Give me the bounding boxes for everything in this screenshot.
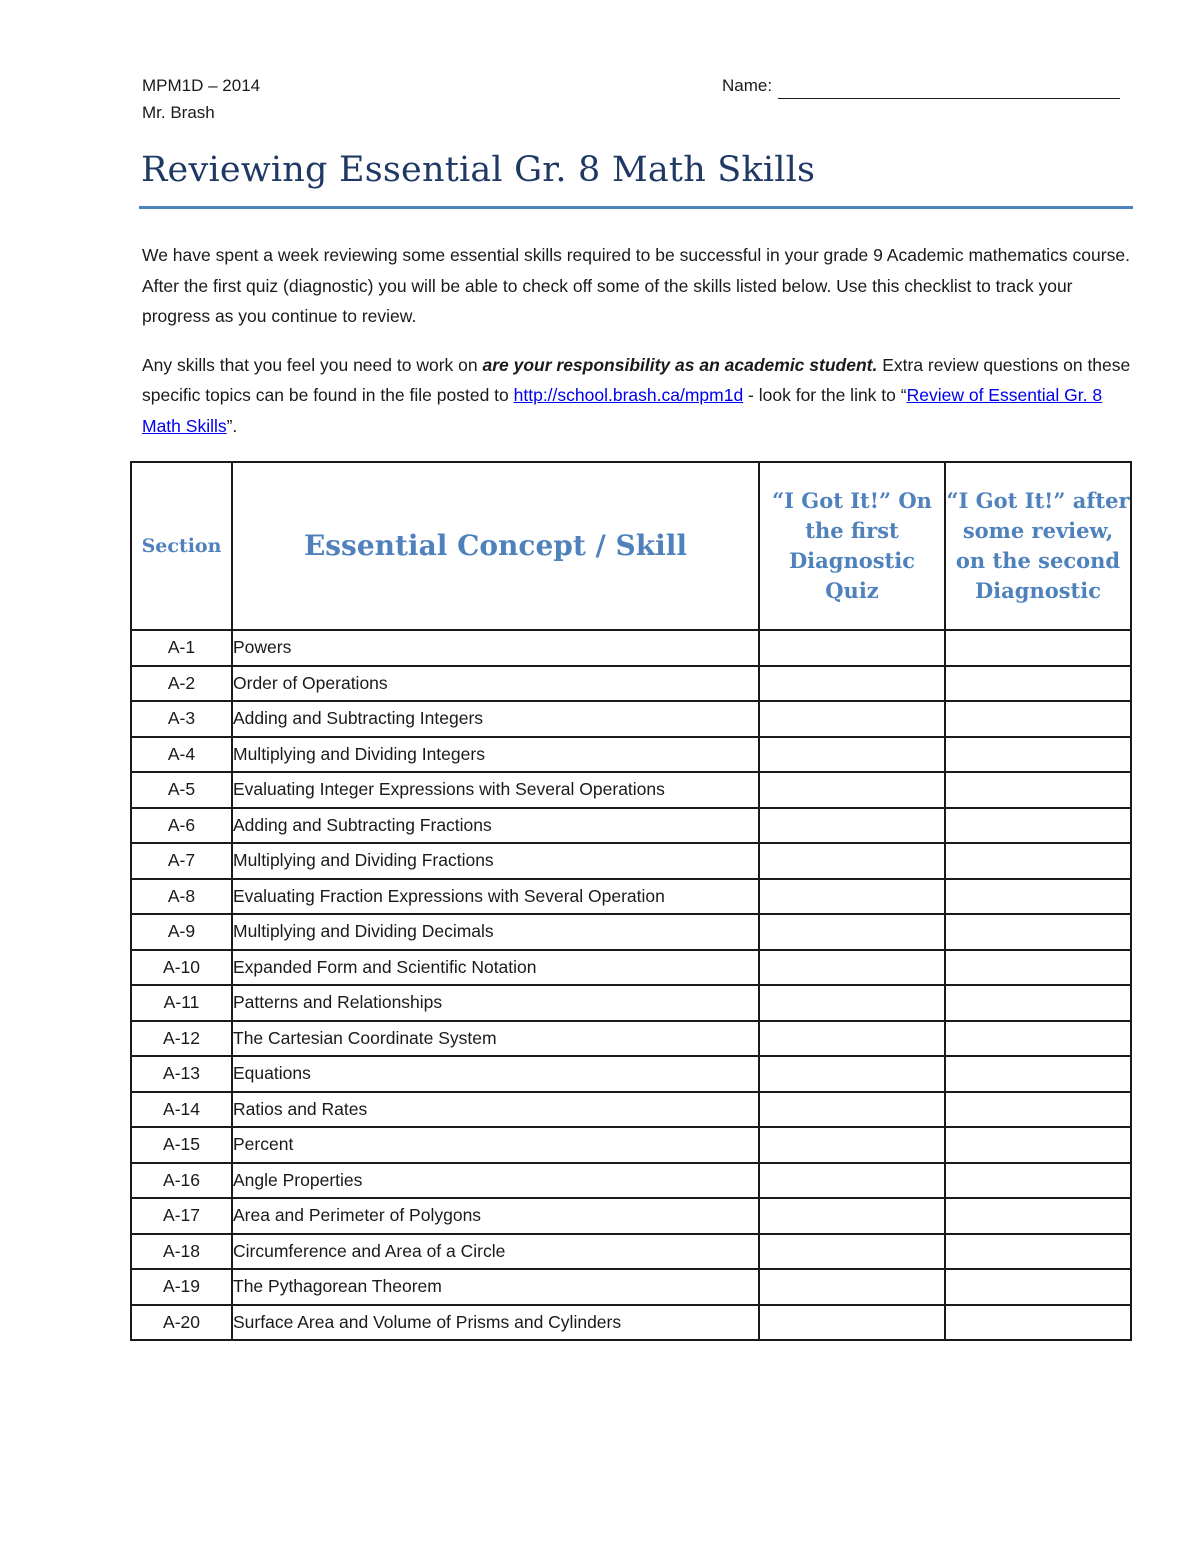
skill-name: Powers [232,630,759,666]
second-diagnostic-checkbox-cell[interactable] [945,1092,1131,1128]
skills-checklist-table [130,461,1132,1341]
first-diagnostic-checkbox-cell[interactable] [759,1305,945,1341]
skill-name: Surface Area and Volume of Prisms and Cylinders [232,1305,759,1341]
first-diagnostic-checkbox-cell[interactable] [759,808,945,844]
skill-name: Multiplying and Dividing Integers [232,737,759,773]
name-label: Name: [722,76,773,95]
first-diagnostic-checkbox-cell[interactable] [759,1092,945,1128]
first-diagnostic-checkbox-cell[interactable] [759,1021,945,1057]
table-row [131,1021,1131,1057]
second-diagnostic-checkbox-cell[interactable] [945,843,1131,879]
table-row [131,1092,1131,1128]
table-row [131,1269,1131,1305]
intro-p2-text-3: - look for the link to “ [743,385,907,405]
second-diagnostic-checkbox-cell[interactable] [945,1127,1131,1163]
name-field [722,72,1120,99]
skill-name: The Cartesian Coordinate System [232,1021,759,1057]
first-diagnostic-checkbox-cell[interactable] [759,1198,945,1234]
table-row [131,808,1131,844]
name-blank-line [778,78,1120,99]
section-code: A-14 [131,1092,232,1128]
first-diagnostic-checkbox-cell[interactable] [759,737,945,773]
second-diagnostic-checkbox-cell[interactable] [945,701,1131,737]
section-code: A-13 [131,1056,232,1092]
second-diagnostic-checkbox-cell[interactable] [945,1198,1131,1234]
table-row [131,737,1131,773]
header-left [142,72,260,126]
skill-name: Evaluating Fraction Expressions with Several Operation [232,879,759,915]
first-diagnostic-checkbox-cell[interactable] [759,701,945,737]
skill-name: Expanded Form and Scientific Notation [232,950,759,986]
second-diagnostic-checkbox-cell[interactable] [945,808,1131,844]
header-skill: Essential Concept / Skill [232,462,759,630]
header-second-diagnostic: “I Got It!” after some review, on the second Diagnostic [945,462,1131,630]
second-diagnostic-checkbox-cell[interactable] [945,1234,1131,1270]
table-row [131,1127,1131,1163]
first-diagnostic-checkbox-cell[interactable] [759,985,945,1021]
table-row [131,950,1131,986]
section-code: A-12 [131,1021,232,1057]
first-diagnostic-checkbox-cell[interactable] [759,666,945,702]
section-code: A-9 [131,914,232,950]
second-diagnostic-checkbox-cell[interactable] [945,737,1131,773]
second-diagnostic-checkbox-cell[interactable] [945,914,1131,950]
first-diagnostic-checkbox-cell[interactable] [759,1234,945,1270]
skill-name: Evaluating Integer Expressions with Several Operations [232,772,759,808]
section-code: A-5 [131,772,232,808]
table-row [131,1305,1131,1341]
section-code: A-1 [131,630,232,666]
section-code: A-3 [131,701,232,737]
first-diagnostic-checkbox-cell[interactable] [759,1163,945,1199]
skill-name: Adding and Subtracting Integers [232,701,759,737]
skill-name: Order of Operations [232,666,759,702]
skill-name: Ratios and Rates [232,1092,759,1128]
table-row [131,666,1131,702]
review-file-link[interactable]: Review of Essential Gr. 8 Math Skills [142,385,1103,436]
second-diagnostic-checkbox-cell[interactable] [945,1163,1131,1199]
table-row [131,701,1131,737]
title-underline [139,206,1133,209]
section-code: A-11 [131,985,232,1021]
header-section: Section [131,462,232,630]
table-row [131,772,1131,808]
section-code: A-15 [131,1127,232,1163]
first-diagnostic-checkbox-cell[interactable] [759,630,945,666]
skill-name: Multiplying and Dividing Decimals [232,914,759,950]
first-diagnostic-checkbox-cell[interactable] [759,1056,945,1092]
intro-paragraph-2 [142,350,1134,442]
page-title: Reviewing Essential Gr. 8 Math Skills [141,150,816,190]
second-diagnostic-checkbox-cell[interactable] [945,985,1131,1021]
teacher-name: Mr. Brash [142,103,215,122]
second-diagnostic-checkbox-cell[interactable] [945,879,1131,915]
table-row [131,1163,1131,1199]
section-code: A-6 [131,808,232,844]
table-header-row [131,462,1131,630]
skill-name: Area and Perimeter of Polygons [232,1198,759,1234]
first-diagnostic-checkbox-cell[interactable] [759,843,945,879]
section-code: A-7 [131,843,232,879]
skill-name: Circumference and Area of a Circle [232,1234,759,1270]
table-row [131,879,1131,915]
table-row [131,914,1131,950]
second-diagnostic-checkbox-cell[interactable] [945,950,1131,986]
section-code: A-20 [131,1305,232,1341]
second-diagnostic-checkbox-cell[interactable] [945,1305,1131,1341]
skill-name: Angle Properties [232,1163,759,1199]
skill-name: The Pythagorean Theorem [232,1269,759,1305]
section-code: A-18 [131,1234,232,1270]
first-diagnostic-checkbox-cell[interactable] [759,1269,945,1305]
intro-text [142,240,1134,459]
skill-name: Equations [232,1056,759,1092]
section-code: A-10 [131,950,232,986]
second-diagnostic-checkbox-cell[interactable] [945,666,1131,702]
skill-name: Adding and Subtracting Fractions [232,808,759,844]
second-diagnostic-checkbox-cell[interactable] [945,1269,1131,1305]
section-code: A-17 [131,1198,232,1234]
section-code: A-8 [131,879,232,915]
intro-p2-text-2: Extra review questions on these specific topics can be found in the file posted to [142,354,1131,405]
section-code: A-2 [131,666,232,702]
table-row [131,630,1131,666]
second-diagnostic-checkbox-cell[interactable] [945,1021,1131,1057]
intro-p2-text-4: ”. [226,415,238,436]
course-code: MPM1D – 2014 [142,76,261,95]
second-diagnostic-checkbox-cell[interactable] [945,630,1131,666]
intro-p2-text-1: Any skills that you feel you need to work on [142,354,483,375]
first-diagnostic-checkbox-cell[interactable] [759,772,945,808]
first-diagnostic-checkbox-cell[interactable] [759,879,945,915]
header-first-diagnostic: “I Got It!” On the first Diagnostic Quiz [759,462,945,630]
skill-name: Percent [232,1127,759,1163]
table-row [131,1056,1131,1092]
table-row [131,1198,1131,1234]
skills-table-body [131,630,1131,1340]
second-diagnostic-checkbox-cell[interactable] [945,1056,1131,1092]
section-code: A-16 [131,1163,232,1199]
course-url-link[interactable]: http://school.brash.ca/mpm1d [513,385,744,405]
first-diagnostic-checkbox-cell[interactable] [759,914,945,950]
table-row [131,985,1131,1021]
skill-name: Multiplying and Dividing Fractions [232,843,759,879]
table-row [131,1234,1131,1270]
first-diagnostic-checkbox-cell[interactable] [759,950,945,986]
section-code: A-4 [131,737,232,773]
section-code: A-19 [131,1269,232,1305]
intro-paragraph-1: We have spent a week reviewing some essential skills required to be successful in your grade 9 Academic mathematics course. After the first quiz (diagnostic) you will be able to check off some of the skills listed below. Use this checklist to track your progress as you continue to review. [142,245,1130,326]
intro-p2-emphasis: are your responsibility as an academic student. [482,354,878,375]
second-diagnostic-checkbox-cell[interactable] [945,772,1131,808]
first-diagnostic-checkbox-cell[interactable] [759,1127,945,1163]
skill-name: Patterns and Relationships [232,985,759,1021]
table-row [131,843,1131,879]
